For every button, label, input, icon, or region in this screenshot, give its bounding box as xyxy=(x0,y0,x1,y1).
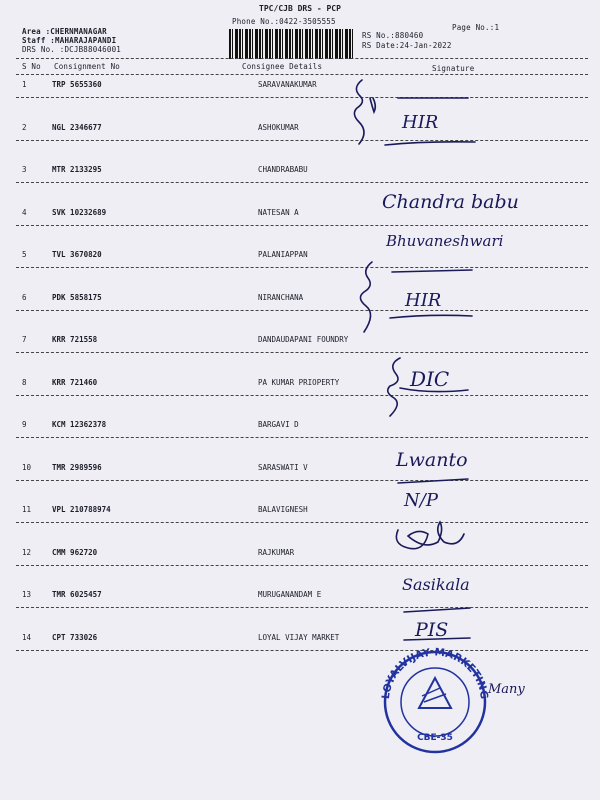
row-consignee: NIRANCHANA xyxy=(258,293,304,302)
drs-number: DRS No. :DCJB88046001 xyxy=(22,45,122,54)
row-sno: 1 xyxy=(22,80,27,89)
row-sno: 6 xyxy=(22,293,27,302)
row-consignee: SARASWATI V xyxy=(258,463,308,472)
row-consignee: DANDAUDAPANI FOUNDRY xyxy=(258,335,349,344)
row-consignment-no: PDK 5858175 xyxy=(52,293,102,302)
row-consignment-no: TVL 3670820 xyxy=(52,250,102,259)
row-consignee: PA KUMAR PRIOPERTY xyxy=(258,378,340,387)
row-sno: 13 xyxy=(22,590,32,599)
row-sno: 11 xyxy=(22,505,32,514)
rs-date: RS Date:24-Jan-2022 xyxy=(362,41,452,50)
row-sno: 2 xyxy=(22,123,27,132)
row-consignee: MURUGANANDAM E xyxy=(258,590,322,599)
row-consignment-no: CMM 962720 xyxy=(52,548,98,557)
signature-14: Many xyxy=(488,682,525,697)
row-consignment-no: TMR 2989596 xyxy=(52,463,102,472)
row-consignee: RAJKUMAR xyxy=(258,548,295,557)
row-consignee: ASHOKUMAR xyxy=(258,123,299,132)
row-consignee: BARGAVI D xyxy=(258,420,299,429)
company-stamp xyxy=(380,646,490,752)
signature-11 xyxy=(396,522,464,549)
row-consignment-no: NGL 2346677 xyxy=(52,123,102,132)
row-consignee: PALANIAPPAN xyxy=(258,250,308,259)
page-number: Page No.:1 xyxy=(452,23,500,32)
row-consignment-no: VPL 210788974 xyxy=(52,505,111,514)
row-consignee: LOYAL VIJAY MARKET xyxy=(258,633,340,642)
row-sno: 10 xyxy=(22,463,32,472)
signature-10: N/P xyxy=(404,490,438,511)
row-sno: 14 xyxy=(22,633,32,642)
row-consignment-no: KRR 721460 xyxy=(52,378,98,387)
signature-3: Chandra babu xyxy=(382,191,519,213)
stamp-outer-text: LOYALVIJAY MARKETING xyxy=(380,646,491,700)
staff-label: Staff :MAHARAJAPANDI xyxy=(22,36,117,45)
row-sno: 5 xyxy=(22,250,27,259)
signature-6: HIR xyxy=(405,290,442,311)
row-consignee: NATESAN A xyxy=(258,208,299,217)
row-sno: 4 xyxy=(22,208,27,217)
area-label: Area :CHERNMANAGAR xyxy=(22,27,107,36)
signature-9: Lwanto xyxy=(396,449,468,471)
row-sno: 9 xyxy=(22,420,27,429)
row-consignment-no: CPT 733026 xyxy=(52,633,98,642)
col-consignment: Consignment No xyxy=(54,62,121,71)
row-consignment-no: SVK 10232689 xyxy=(52,208,107,217)
report-title: TPC/CJB DRS - PCP xyxy=(259,4,341,13)
col-sno: S No xyxy=(22,62,41,71)
signature-4: Bhuvaneshwari xyxy=(386,232,504,250)
row-sno: 8 xyxy=(22,378,27,387)
row-sno: 3 xyxy=(22,165,27,174)
col-consignee: Consignee Details xyxy=(242,62,323,71)
signature-2: HIR xyxy=(402,112,439,133)
svg-text:LOYALVIJAY MARKETING xyxy=(380,646,490,699)
col-signature: Signature xyxy=(432,64,475,73)
row-consignee: CHANDRABABU xyxy=(258,165,308,174)
phone-number: Phone No.:0422-3505555 xyxy=(232,17,336,26)
row-consignment-no: MTR 2133295 xyxy=(52,165,102,174)
brace-mark xyxy=(354,80,364,144)
signature-13: PIS xyxy=(415,619,449,641)
row-consignment-no: KCM 12362378 xyxy=(52,420,107,429)
rs-number: RS No.:880460 xyxy=(362,31,424,40)
row-consignment-no: KRR 721558 xyxy=(52,335,98,344)
row-sno: 7 xyxy=(22,335,27,344)
row-consignment-no: TMR 6025457 xyxy=(52,590,102,599)
row-sno: 12 xyxy=(22,548,32,557)
stamp-inner-text: CBE-35 xyxy=(417,733,453,743)
signature-8: DIC xyxy=(410,367,450,391)
row-consignment-no: TRP 5655360 xyxy=(52,80,102,89)
row-consignee: SARAVANAKUMAR xyxy=(258,80,317,89)
row-consignee: BALAVIGNESH xyxy=(258,505,308,514)
signature-12: Sasikala xyxy=(402,575,470,594)
